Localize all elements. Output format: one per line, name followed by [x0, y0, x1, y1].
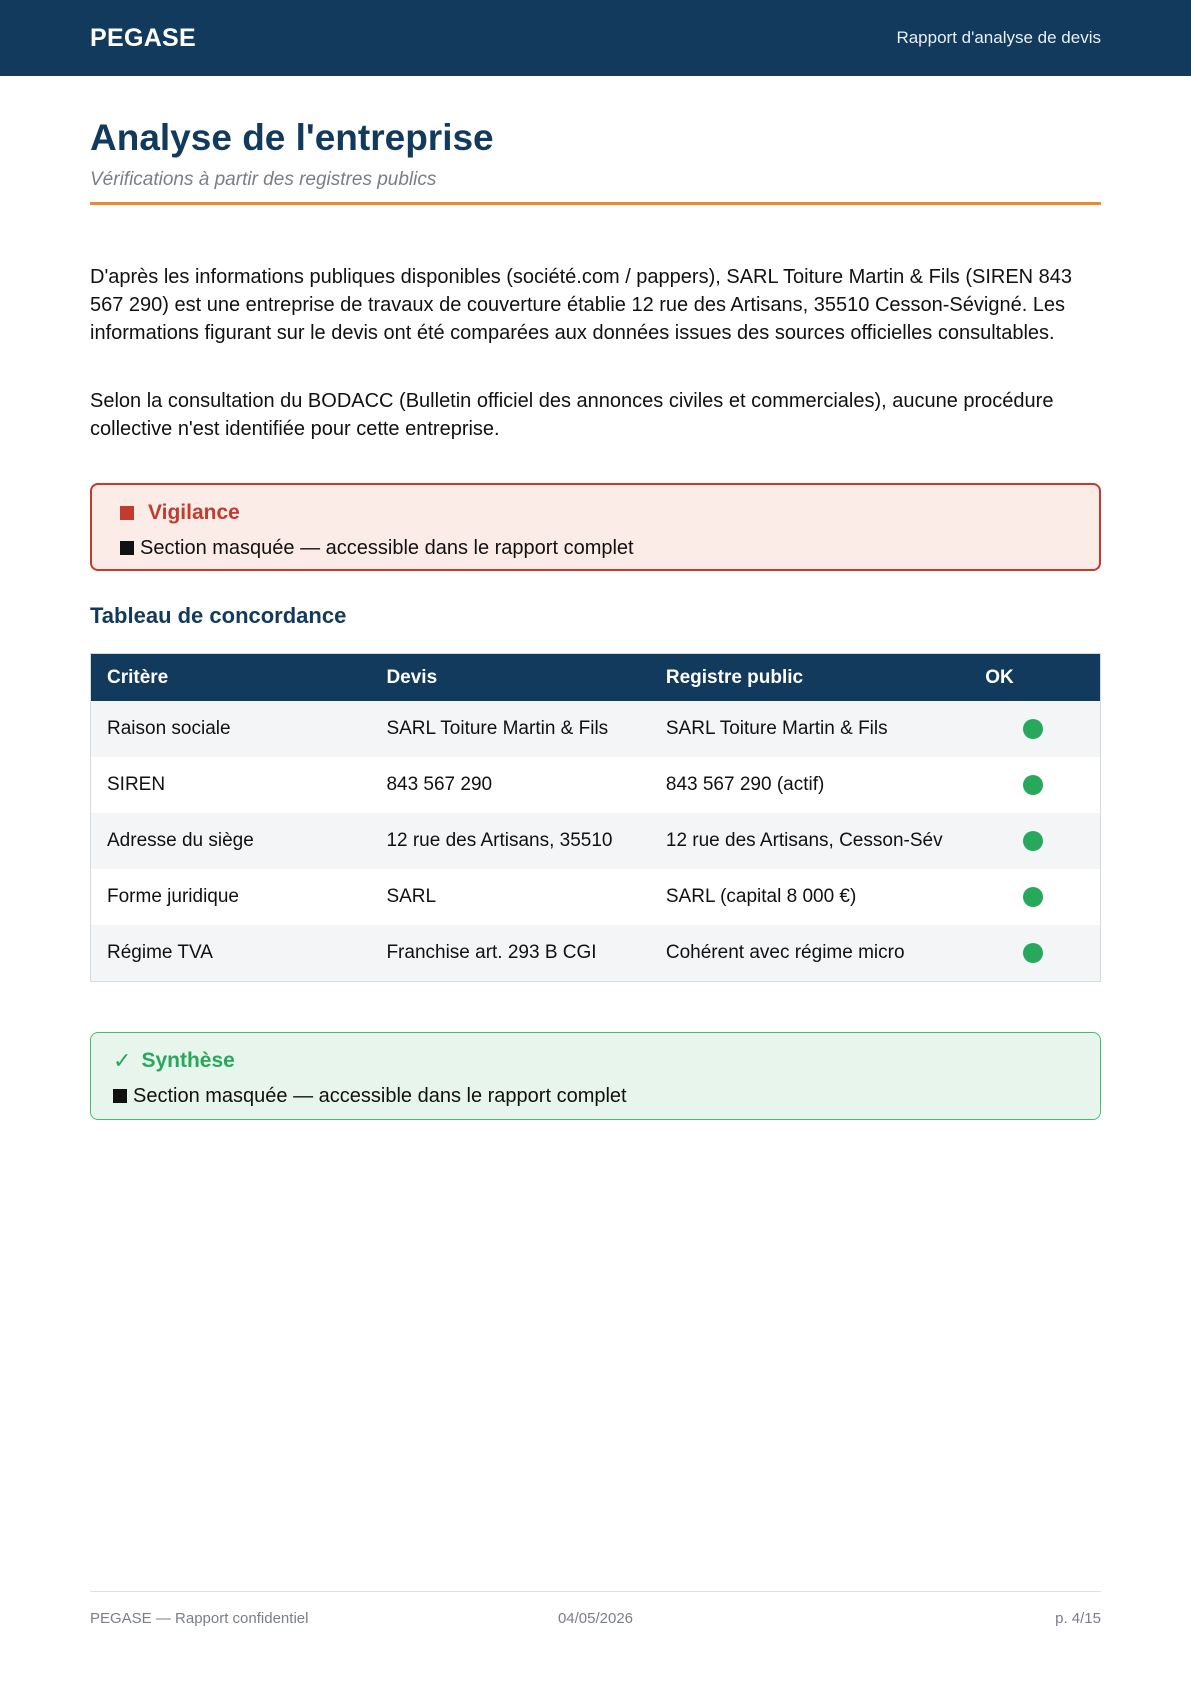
- page-content: [90, 116, 1101, 1120]
- cell-devis: 843 567 290: [386, 774, 493, 795]
- synthese-body: Section masquée — accessible dans le rapport complet: [133, 1085, 627, 1107]
- report-title: Rapport d'analyse de devis: [896, 28, 1101, 47]
- cell-registre: 843 567 290 (actif): [665, 774, 825, 795]
- ok-status-dot-icon: [1023, 719, 1043, 739]
- bodacc-paragraph: Selon la consultation du BODACC (Bulletin officiel des annonces civiles et commerciales), aucune procédure collective n'est identifiée pour cette entreprise.: [90, 390, 1054, 440]
- top-header-bar: [0, 0, 1191, 76]
- cell-critere: Forme juridique: [107, 886, 239, 907]
- footer-page-number: p. 4/15: [1055, 1610, 1101, 1627]
- ok-status-dot-icon: [1023, 775, 1043, 795]
- ok-status-dot-icon: [1023, 943, 1043, 963]
- masked-square-icon: [120, 541, 134, 555]
- concordance-table-title: Tableau de concordance: [90, 603, 347, 628]
- cell-critere: Adresse du siège: [107, 830, 254, 851]
- cell-devis: 12 rue des Artisans, 35510: [386, 830, 613, 851]
- page-footer: [90, 1591, 1101, 1627]
- table-header-row: [91, 654, 1100, 701]
- ok-status-dot-icon: [1023, 831, 1043, 851]
- column-header-ok: OK: [985, 666, 1014, 688]
- vigilance-callout: [90, 483, 1101, 571]
- footer-confidential-label: PEGASE — Rapport confidentiel: [90, 1610, 309, 1627]
- intro-paragraph: D'après les informations publiques disponibles (société.com / pappers), SARL Toiture Martin & Fils (SIREN 843 567 290) est une entreprise de travaux de couverture établie 12 rue des Artisans, 35510 Cesson-Sévigné. Les informations figurant sur le devis ont été comparées aux données issues des sources officielles consultables.: [90, 266, 1073, 344]
- page-title: Analyse de l'entreprise: [90, 117, 494, 158]
- warning-square-icon: [120, 506, 134, 520]
- concordance-table: [90, 653, 1101, 982]
- table-row: [91, 869, 1100, 925]
- checkmark-icon: ✓: [113, 1048, 132, 1073]
- cell-registre: SARL (capital 8 000 €): [665, 886, 857, 907]
- synthese-callout: [90, 1032, 1101, 1120]
- cell-devis: SARL: [386, 886, 437, 907]
- cell-critere: Raison sociale: [107, 718, 231, 739]
- column-header-critere: Critère: [107, 666, 169, 688]
- column-header-registre: Registre public: [665, 666, 804, 688]
- ok-status-dot-icon: [1023, 887, 1043, 907]
- cell-critere: Régime TVA: [107, 942, 213, 963]
- cell-devis: Franchise art. 293 B CGI: [386, 942, 597, 963]
- cell-devis: SARL Toiture Martin & Fils: [386, 718, 609, 739]
- cell-critere: SIREN: [107, 774, 166, 795]
- page-subtitle: Vérifications à partir des registres publics: [90, 169, 437, 190]
- cell-registre: SARL Toiture Martin & Fils: [665, 718, 888, 739]
- table-row: [91, 813, 1100, 869]
- table-row: [91, 757, 1100, 813]
- cell-registre: 12 rue des Artisans, Cesson-Sév: [665, 830, 943, 851]
- column-header-devis: Devis: [386, 666, 438, 688]
- table-row: [91, 925, 1100, 981]
- table-row: [91, 701, 1100, 757]
- masked-square-icon: [113, 1089, 127, 1103]
- cell-registre: Cohérent avec régime micro: [665, 942, 905, 963]
- footer-date: 04/05/2026: [557, 1610, 634, 1627]
- brand-logo-text: PEGASE: [90, 23, 196, 52]
- vigilance-body: Section masquée — accessible dans le rapport complet: [140, 537, 634, 559]
- title-divider: [90, 202, 1101, 205]
- synthese-title: Synthèse: [141, 1049, 235, 1072]
- vigilance-title: Vigilance: [148, 501, 240, 524]
